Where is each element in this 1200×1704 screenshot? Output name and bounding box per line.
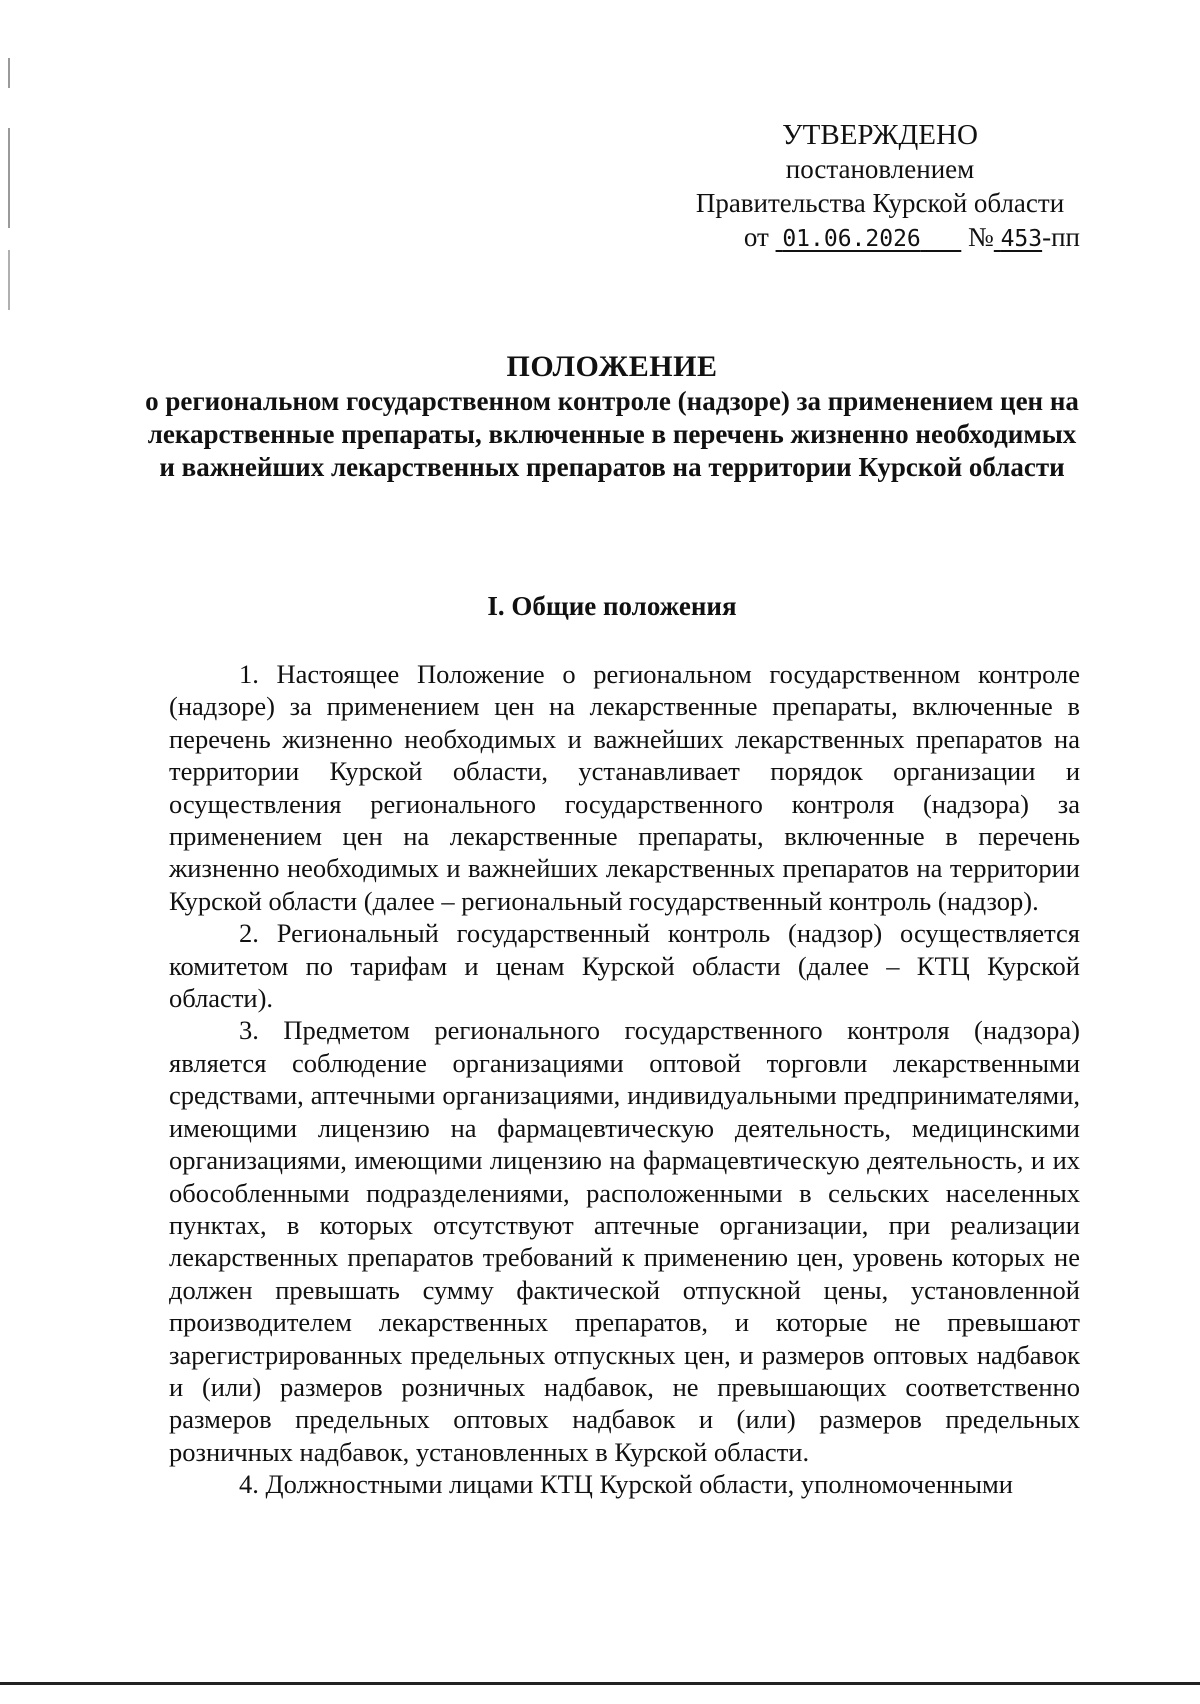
number-prefix: № — [968, 222, 994, 252]
number-suffix: -пп — [1042, 222, 1080, 252]
page-bottom-border — [0, 1682, 1200, 1685]
scan-edge-mark — [8, 58, 10, 88]
paragraph-2: 2. Региональный государственный контроль (надзор) осуществляется комитетом по тарифам и ценам Курской области (далее – КТЦ Курской области). — [169, 918, 1080, 1014]
document-title: ПОЛОЖЕНИЕ — [506, 350, 718, 383]
date-prefix: от — [743, 222, 769, 252]
paragraph-1: 1. Настоящее Положение о региональном государственном контроле (надзоре) за применением цен на лекарственные препараты, включенные в перечень жизненно необходимых и важнейших лекарственных препаратов на территории Курской области, устанавливает порядок организации и осуществления регионального государственного контроля (надзора) за применением цен на лекарственные препараты, включенные в перечень жизненно необходимых и важнейших лекарственных препаратов на территории Курской области (далее – региональный государственный контроль (надзор). — [169, 659, 1080, 916]
approval-date-line — [680, 220, 1080, 256]
document-title-block — [140, 350, 1084, 484]
approval-line-government: Правительства Курской области — [695, 188, 1065, 218]
approval-number: 453 — [1000, 226, 1043, 252]
approval-date: 01.06.2026 — [782, 226, 921, 252]
document-subtitle: о региональном государственном контроле (надзоре) за применением цен на лекарственные препараты, включенные в перечень жизненно необходимых и важнейших лекарственных препаратов на территории Курской области — [145, 386, 1079, 482]
document-body — [169, 658, 1080, 1501]
paragraph-4: 4. Должностными лицами КТЦ Курской области, уполномоченными — [239, 1469, 1013, 1500]
approval-title: УТВЕРЖДЕНО — [782, 119, 978, 151]
approval-line-resolution: постановлением — [785, 154, 975, 184]
paragraph-3: 3. Предметом регионального государственного контроля (надзора) является соблюдение организациями оптовой торговли лекарственными средствами, аптечными организациями, индивидуальными предпринимателями, имеющими лицензию на фармацевтическую деятельность, медицинскими организациями, имеющими лицензию на фармацевтическую деятельность, и их обособленными подразделениями, расположенными в сельских населенных пунктах, в которых отсутствуют аптечные организации, при реализации лекарственных препаратов требований к применению цен, уровень которых не должен превышать сумму фактической отпускной цены, установленной производителем лекарственных препаратов, и которые не превышают зарегистрированных предельных отпускных цен, и размеров оптовых надбавок и (или) размеров розничных надбавок, не превышающих соответственно размеров предельных оптовых надбавок и (или) размеров предельных розничных надбавок, установленных в Курской области. — [169, 1015, 1080, 1467]
scan-edge-mark — [8, 128, 10, 228]
section-heading: I. Общие положения — [487, 591, 737, 621]
approval-stamp — [680, 118, 1080, 256]
scan-edge-mark — [8, 250, 10, 310]
